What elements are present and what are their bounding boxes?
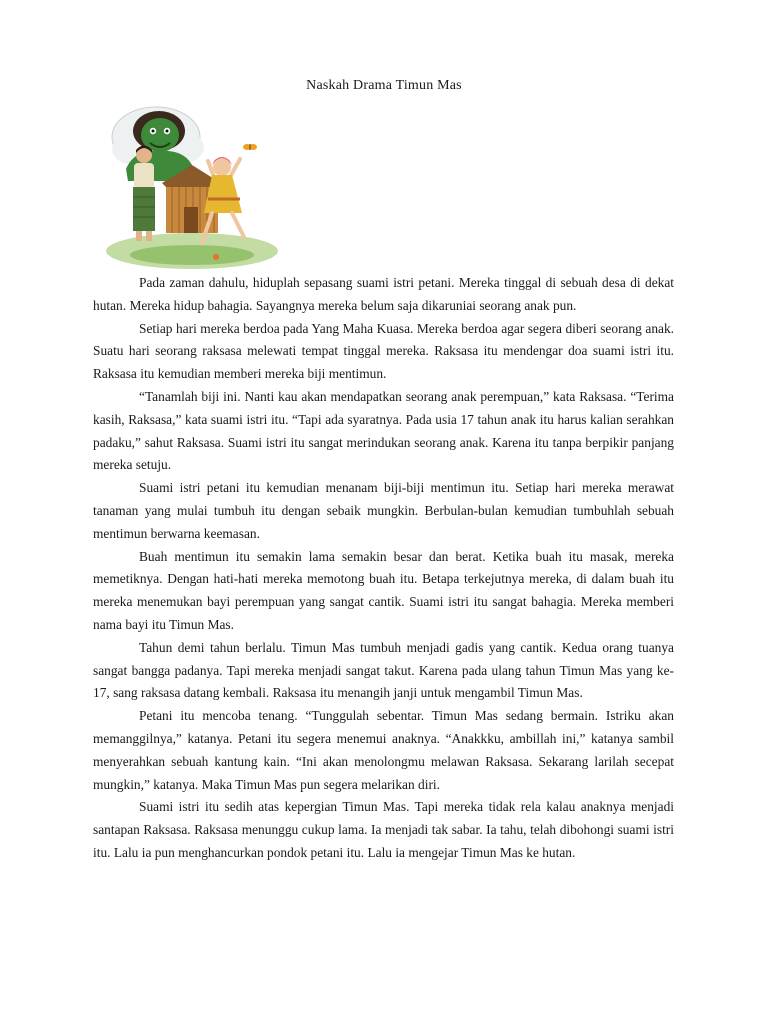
paragraph: “Tanamlah biji ini. Nanti kau akan mendapatkan seorang anak perempuan,” kata Raksasa. “Terima kasih, Raksasa,” kata suami istri itu. “Tapi ada syaratnya. Pada usia 17 tahun anak itu harus kalian serahkan padaku,” sahut Raksasa. Suami istri itu sangat merindukan seorang anak. Karena itu tanpa berpikir panjang mereka setuju. [93,388,674,473]
farmer-sarong [133,187,155,231]
farmer-shirt [134,163,154,189]
paragraph: Setiap hari mereka berdoa pada Yang Maha Kuasa. Mereka berdoa agar segera diberi seorang anak. Suatu hari seorang raksasa melewati tempat tinggal mereka. Raksasa itu mendengar doa suami istri itu. Raksasa itu kemudian memberi mereka biji mentimun. [93,320,674,382]
paragraph: Suami istri petani itu kemudian menanam biji-biji mentimun itu. Setiap hari mereka merawat tanaman yang mulai tumbuh itu dengan sebaik mungkin. Berbulan-bulan kemudian tumbuhlah sebuah mentimun berwarna keemasan. [93,480,674,541]
story-illustration [104,103,280,273]
butterfly-icon [243,144,257,150]
paragraph: Petani itu mencoba tenang. “Tunggulah sebentar. Timun Mas sedang bermain. Istriku akan memanggilnya,” katanya. Petani itu segera menemui anaknya. “Anakkku, ambillah ini,” katanya sambil menyerahkan sebuah kantung kain. “Ini akan menolongmu melawan Raksasa. Sekarang larilah secepat mungkin,” katanya. Maka Timun Mas pun segera melarikan diri. [93,708,674,792]
flower-icon [213,254,219,260]
story-text [93,272,674,865]
paragraph: Tahun demi tahun berlalu. Timun Mas tumbuh menjadi gadis yang cantik. Kedua orang tuanya sangat bangga padanya. Tapi mereka menjadi sangat takut. Karena pada ulang tahun Timun Mas yang ke-17, sang raksasa datang kembali. Raksasa itu menangih janji untuk mengambil Timun Mas. [93,639,674,701]
paragraph: Buah mentimun itu semakin lama semakin besar dan berat. Ketika buah itu masak, mereka memetiknya. Dengan hati-hati mereka memotong buah itu. Betapa terkejutnya mereka, di dalam buah itu mereka menemukan bayi perempuan yang sangat cantik. Suami istri itu sangat bahagia. Mereka memberi nama bayi itu Timun Mas. [93,548,674,632]
document-title: Naskah Drama Timun Mas [306,78,462,93]
paragraph: Pada zaman dahulu, hiduplah sepasang suami istri petani. Mereka tinggal di sebuah desa di dekat hutan. Mereka hidup bahagia. Sayangnya mereka belum saja dikaruniai seorang anak pun. [93,275,674,313]
paragraph: Suami istri itu sedih atas kepergian Timun Mas. Tapi mereka tidak rela kalau anaknya menjadi santapan Raksasa. Raksasa menunggu cukup lama. Ia menjadi tak sabar. Ia tahu, telah dibohongi suami istri itu. Lalu ia pun menghancurkan pondok petani itu. Lalu ia mengejar Timun Mas ke hutan. [93,799,674,860]
